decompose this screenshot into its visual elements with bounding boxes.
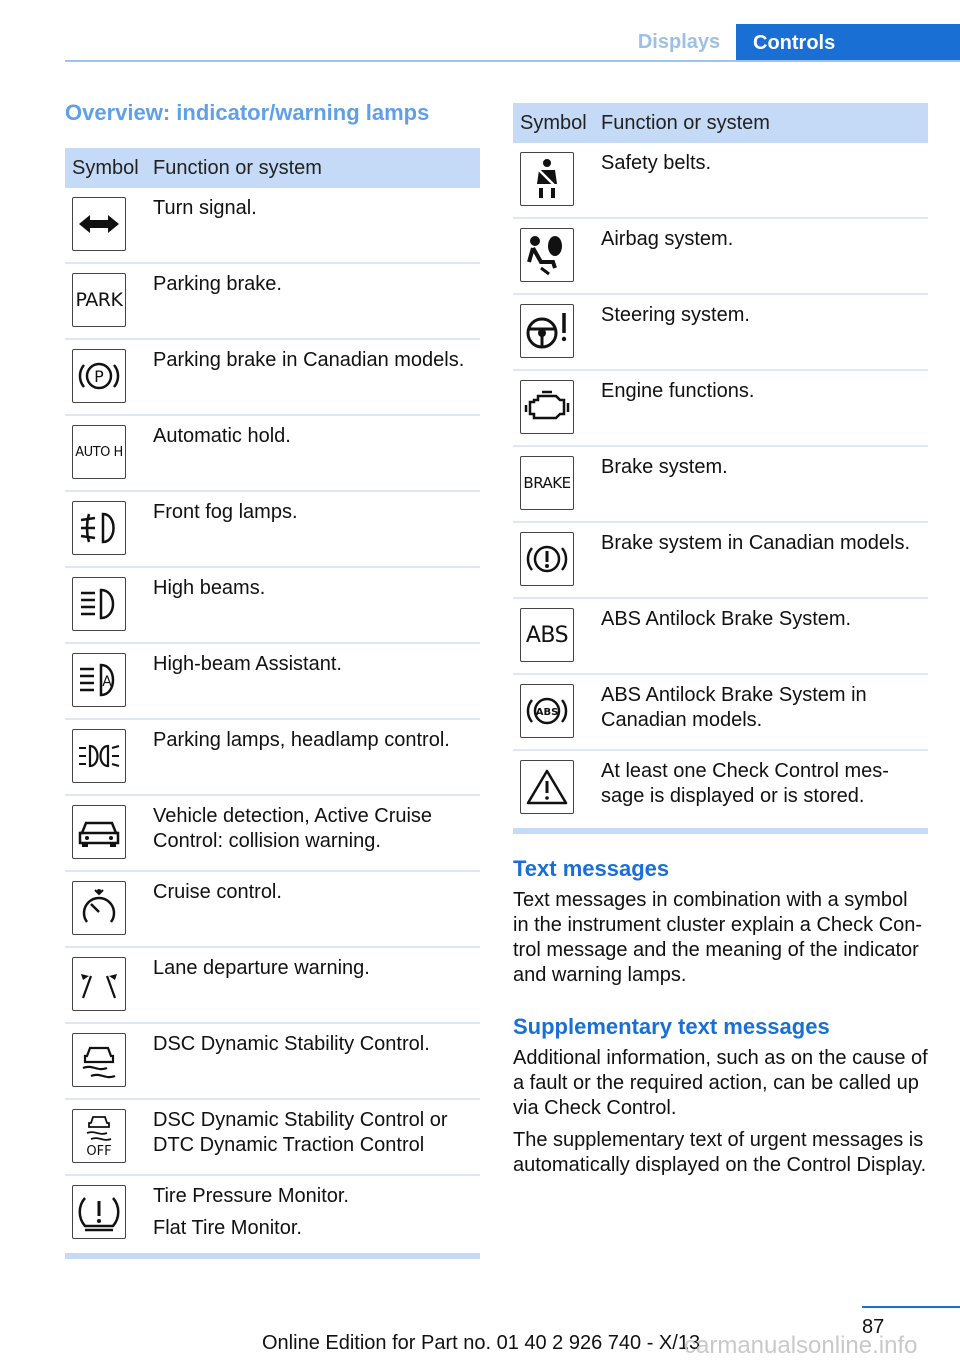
row-text: Cruise control.: [153, 881, 282, 903]
table-row: [65, 872, 480, 948]
row-text: DSC Dynamic Stability Control.: [153, 1033, 430, 1055]
table-row: [65, 644, 480, 720]
seat-belt-icon: [520, 152, 574, 206]
table-end-rule: [513, 828, 928, 834]
table-row: [65, 416, 480, 492]
lane-departure-icon: [72, 957, 126, 1011]
svg-text:A: A: [102, 674, 112, 690]
table-row: [65, 948, 480, 1024]
turn-signal-icon: [72, 197, 126, 251]
table-row: [513, 675, 928, 751]
row-text: Airbag system.: [601, 228, 734, 250]
table-row: [65, 1176, 480, 1253]
row-text: Vehicle detection, Active Cruise Control: collision warning.: [153, 805, 433, 852]
table-row: [65, 492, 480, 568]
tire-pressure-icon: [72, 1185, 126, 1239]
row-text: Brake system in Canadian models.: [601, 532, 911, 554]
text-messages-body: Text messages in combination with a symbol in the instrument cluster explain a Check Con-trol message and the meaning of the indicator and warning lamps.: [513, 889, 923, 986]
dsc-off-icon: [72, 1109, 126, 1163]
table-header: [65, 148, 480, 188]
parking-brake-canada-icon: [72, 349, 126, 403]
table-row: [513, 599, 928, 675]
table-end-rule: [65, 1253, 480, 1259]
high-beam-icon: [72, 577, 126, 631]
high-beam-assistant-icon: [72, 653, 126, 707]
row-text: At least one Check Control mes-sage is displayed or is stored.: [601, 760, 889, 807]
function-header: Function or system: [153, 156, 322, 179]
watermark: carmanualsonline.info: [684, 1332, 918, 1359]
row-text: Engine functions.: [601, 380, 755, 402]
table-row: [513, 143, 928, 219]
row-text: Safety belts.: [601, 152, 712, 174]
supplementary-body-2: The supplementary text of urgent messages is automatically displayed on the Control Display.: [513, 1129, 927, 1176]
table-row: [65, 720, 480, 796]
supplementary-body-1: Additional information, such as on the cause of a fault or the required action, can be called up via Check Control.: [513, 1047, 928, 1119]
table-header: [513, 103, 928, 143]
row-text: Brake system.: [601, 456, 728, 478]
row-text: Parking brake.: [153, 273, 282, 295]
page-number: 87: [862, 1316, 885, 1338]
svg-text:OFF: OFF: [86, 1144, 112, 1159]
front-fog-lamp-icon: [72, 501, 126, 555]
symbol-header: Symbol: [520, 111, 587, 134]
table-row: [513, 219, 928, 295]
tab-controls[interactable]: Controls: [736, 24, 960, 62]
park-icon: PARK: [72, 273, 126, 327]
table-row: [513, 751, 928, 828]
supplementary-title: Supplementary text messages: [513, 1014, 830, 1039]
text-messages-section: [513, 856, 928, 988]
row-text: Lane departure warning.: [153, 957, 370, 979]
abs-canada-icon: [520, 684, 574, 738]
table-row: [65, 1024, 480, 1100]
row-text: Automatic hold.: [153, 425, 291, 447]
brake-canada-icon: [520, 532, 574, 586]
table-row: [65, 188, 480, 264]
airbag-icon: [520, 228, 574, 282]
table-row: [65, 568, 480, 644]
table-row: [513, 371, 928, 447]
brake-icon: BRAKE: [520, 456, 574, 510]
svg-text:ABS: ABS: [535, 707, 559, 718]
table-row: [65, 264, 480, 340]
right-lamp-table: [513, 103, 928, 834]
section-title: Overview: indicator/warning lamps: [65, 100, 430, 125]
symbol-header: Symbol: [72, 156, 139, 179]
left-lamp-table: [65, 148, 480, 1259]
steering-system-icon: [520, 304, 574, 358]
row-text: Front fog lamps.: [153, 501, 298, 523]
cruise-control-icon: [72, 881, 126, 935]
text-messages-title: Text messages: [513, 856, 670, 881]
table-row: [65, 796, 480, 872]
row-text: Parking brake in Canadian models.: [153, 349, 465, 371]
edition-text: Online Edition for Part no. 01 40 2 926 740 - X/13: [262, 1332, 701, 1354]
table-row: [513, 523, 928, 599]
row-text: ABS Antilock Brake System.: [601, 608, 852, 630]
table-row: [65, 1100, 480, 1176]
vehicle-detection-icon: [72, 805, 126, 859]
engine-icon: [520, 380, 574, 434]
row-text: Tire Pressure Monitor.: [153, 1185, 349, 1207]
row-text: High beams.: [153, 577, 266, 599]
row-text: Parking lamps, headlamp control.: [153, 729, 450, 751]
row-text-secondary: Flat Tire Monitor.: [153, 1217, 302, 1239]
row-text: ABS Antilock Brake System in Canadian models.: [601, 684, 867, 731]
header-rule: [65, 60, 960, 62]
row-text: Turn signal.: [153, 197, 257, 219]
table-row: [513, 447, 928, 523]
row-text: High-beam Assistant.: [153, 653, 342, 675]
dsc-icon: [72, 1033, 126, 1087]
svg-text:P: P: [94, 367, 104, 386]
abs-icon: ABS: [520, 608, 574, 662]
auto-hold-icon: AUTO H: [72, 425, 126, 479]
parking-lamps-icon: [72, 729, 126, 783]
table-row: [513, 295, 928, 371]
warning-triangle-icon: [520, 760, 574, 814]
row-text: Steering system.: [601, 304, 750, 326]
table-row: [65, 340, 480, 416]
function-header: Function or system: [601, 111, 770, 134]
supplementary-section: [513, 1014, 928, 1178]
row-text: DSC Dynamic Stability Control or DTC Dynamic Traction Control: [153, 1109, 448, 1156]
tab-displays[interactable]: Displays: [637, 30, 721, 53]
footer-rule: [862, 1306, 960, 1308]
